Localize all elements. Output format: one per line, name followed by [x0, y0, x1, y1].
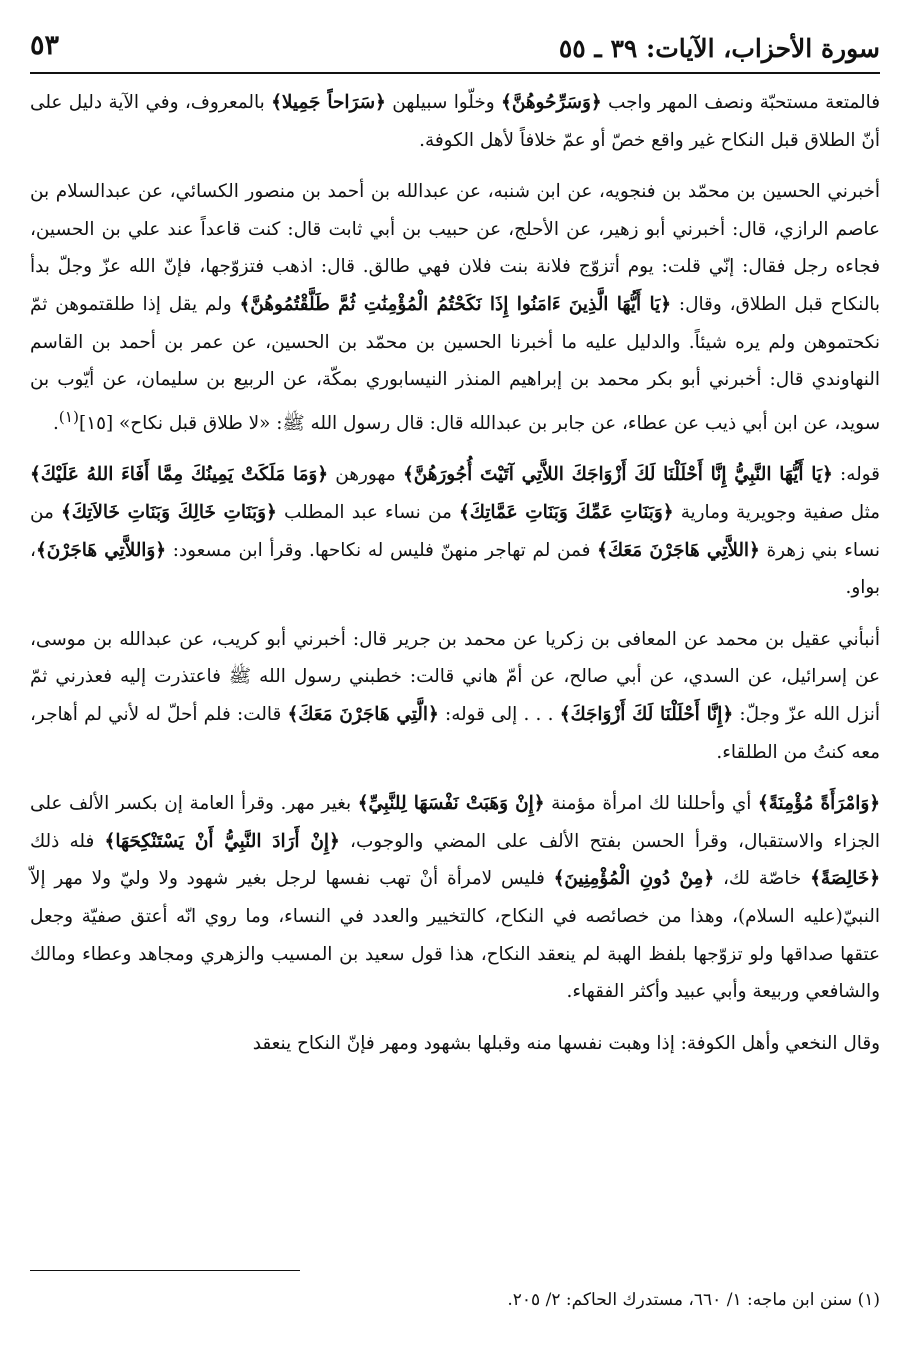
text-segment: أنبأني عقيل بن محمد عن المعافى بن زكريا عن محمد بن جرير قال: أخبرني أبو كريب، عن عبدالله بن موسى، عن إسرائيل، عن السدي، عن أبي صالح، عن أمّ هاني قالت: خطبني رسول الله ﷺ فاعتذرت إليه فعذرني ثمّ أنزل الله عزّ وجلّ: [30, 628, 880, 726]
quran-verse: ﴿يَا أَيُّهَا النَّبِيُّ إِنَّا أَحْلَلْنَا لَكَ أَزْوَاجَكَ اللاَّتِي آتَيْتَ أُجُورَهُنَّ﴾ [402, 464, 833, 486]
quran-verse: ﴿مِنْ دُونِ الْمُؤْمِنِينَ﴾ [553, 868, 715, 890]
quran-verse: ﴿وَبَنَاتِ خَالِكَ وَبَنَاتِ خَالاَتِكَ﴾ [61, 502, 277, 524]
text-segment: مثل صفية وجويرية ومارية [673, 502, 881, 524]
quran-verse: ﴿اللاَّتِي هَاجَرْنَ مَعَكَ﴾ [597, 539, 760, 561]
quran-verse: ﴿وَمَا مَلَكَتْ يَمِينُكَ مِمَّا أَفَاءَ اللهُ عَلَيْكَ﴾ [30, 464, 329, 486]
paragraph [30, 785, 880, 1011]
text-segment: ، بواو. [30, 539, 880, 599]
text-segment: . [52, 412, 59, 434]
text-segment: أي وأحللنا لك امرأة مؤمنة [544, 793, 758, 815]
book-page [30, 28, 880, 1348]
quran-verse: ﴿خَالِصَةً﴾ [810, 868, 880, 890]
text-segment: بالمعروف، وفي الآية دليل على أنّ الطلاق قبل النكاح غير واقع خصّ أو عمّ خلافاً لأهل الكوفة. [30, 92, 880, 151]
quran-verse: ﴿يَا أَيُّهَا الَّذِينَ ءَامَنُوا إِذَا نَكَحْتُمُ الْمُؤْمِنَٰتِ ثُمَّ طَلَّقْتُمُوهُنَّ﴾ [239, 293, 672, 315]
text-segment: من نساء عبد المطلب [276, 502, 459, 524]
footnote-divider [30, 1270, 300, 1271]
footnote-marker: (١) [58, 407, 79, 426]
main-text [30, 84, 880, 1062]
quran-verse: ﴿وَسَرِّحُوهُنَّ﴾ [501, 92, 602, 113]
paragraph [30, 621, 880, 771]
text-segment: فله ذلك [30, 830, 105, 852]
text-segment: وقال النخعي وأهل الكوفة: إذا وهبت نفسها منه وقبلها بشهود ومهر فإنّ النكاح ينعقد [252, 1032, 880, 1054]
quran-verse: ﴿وَبَنَاتِ عَمِّكَ وَبَنَاتِ عَمَّاتِكَ﴾ [458, 502, 674, 524]
text-segment: وخلّوا سبيلهن [385, 92, 502, 113]
paragraph [30, 173, 880, 442]
quran-verse: ﴿وَاللاَّتِي هَاجَرْنَ﴾ [35, 539, 167, 561]
text-segment: قالت: فلم أحلّ له لأني لم أهاجر، معه كنتُ من الطلقاء. [30, 704, 880, 763]
text-segment: فالمتعة مستحبّة ونصف المهر واجب [601, 92, 880, 113]
text-segment: . . . إلى قوله: [438, 704, 560, 726]
text-segment: من نساء بني زهرة [30, 502, 881, 561]
text-segment: فليس لامرأة أنْ تهب نفسها لرجل بغير شهود ولا وليّ ولا مهر إلاّ النبيّ(عليه السلام)، وهذا من خصائصه في النكاح، كالتخيير والعدد في النساء، وما روي انّه أعتق صفيّة وجعل عتقها صداقها ولو تزوّجها بلفظ الهبة لم ينعقد النكاح، هذا قول سعيد بن المسيب والزهري ومجاهد وعطاء ومالك والشافعي وربيعة وأبي عبيد وأكثر الفقهاء. [30, 868, 880, 1003]
surah-title: سورة الأحزاب، الآيات: ٣٩ ـ ٥٥ [558, 34, 880, 63]
text-segment: أخبرني الحسين بن محمّد بن فنجويه، عن ابن شنبه، عن عبدالله بن أحمد بن منصور الكسائي، عن عبدالسلام بن عاصم الرازي، قال: أخبرني أبو زهير، عن الأحلج، عن حبيب بن أبي ثابت قال: كنت قاعداً عند علي بن الحسين، فجاءه رجل فقال: إنّي قلت: يوم أتزوّج فلانة بنت فلان فهي طالق. قال: اذهب فتزوّجها، فإنّ الله عزّ وجلّ بدأ بالنكاح قبل الطلاق، وقال: [30, 181, 881, 315]
quran-verse: ﴿الَّتِي هَاجَرْنَ مَعَكَ﴾ [287, 704, 439, 726]
text-segment: خاصّة لك، [714, 868, 811, 890]
page-number: ٥٣ [30, 30, 60, 61]
quran-verse: ﴿إِنْ أَرَادَ النَّبِيُّ أَنْ يَسْتَنْكِحَهَا﴾ [104, 830, 340, 852]
paragraph [30, 456, 880, 606]
text-segment: قوله: [832, 464, 880, 486]
quran-verse: ﴿إِنْ وَهَبَتْ نَفْسَهَا لِلنَّبِيِّ﴾ [357, 793, 545, 815]
footnote: (١) سنن ابن ماجه: ١/ ٦٦٠، مستدرك الحاكم: ٢/ ٢٠٥. [507, 1290, 880, 1310]
quran-verse: ﴿سَرَاحاً جَمِيلا﴾ [271, 92, 386, 113]
paragraph [30, 84, 880, 159]
running-header [30, 28, 880, 74]
text-segment: بغير مهر. وقرأ العامة إن بكسر الألف على الجزاء والاستقبال، وقرأ الحسن بفتح الألف على المضي والوجوب، [30, 793, 880, 852]
text-segment: فمن لم تهاجر منهنّ فليس له نكاحها. وقرأ ابن مسعود: [166, 539, 598, 561]
paragraph [30, 1025, 880, 1063]
quran-verse: ﴿وَامْرَأَةً مُؤْمِنَةً﴾ [757, 793, 880, 815]
text-segment: مهورهن [328, 464, 403, 486]
quran-verse: ﴿إِنَّا أَحْلَلْنَا لَكَ أَزْوَاجَكَ﴾ [559, 704, 734, 726]
text-segment: ولم يقل إذا طلقتموهن ثمّ نكحتموهن ولم يره شيئاً. والدليل عليه ما أخبرنا الحسين بن محمّد بن الحسين، عن عمر بن أحمد بن القاسم النهاوندي قال: أخبرني أبو بكر محمد بن إبراهيم المنذر النيسابوري بمكّة، عن الربيع بن سليمان، عن أيّوب بن سويد، عن ابن أبي ذيب عن عطاء، عن جابر بن عبدالله قال: قال رسول الله ﷺ: «لا طلاق قبل نكاح» [١٥] [30, 293, 880, 434]
